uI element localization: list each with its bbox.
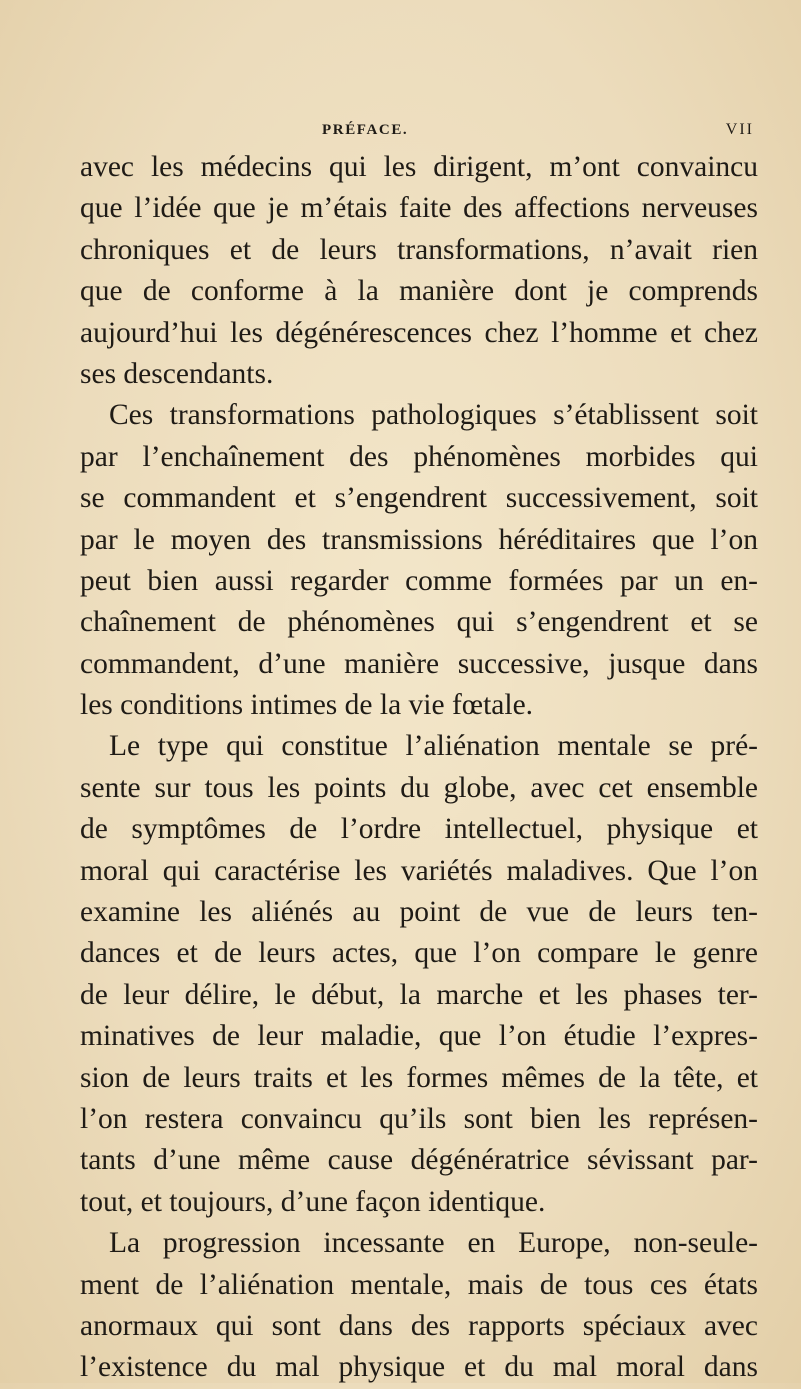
text-line: ment de l’aliénation mentale, mais de tous ces états [80, 1268, 758, 1301]
running-head [322, 120, 754, 140]
text-line: l’existence du mal physique et du mal moral dans [80, 1351, 758, 1384]
text-line: tants d’une même cause dégénératrice sévissant par- [80, 1144, 758, 1177]
text-line: ses descendants. [80, 357, 274, 390]
text-line: que l’idée que je m’étais faite des affections nerveuses [80, 192, 758, 225]
text-line: dances et de leurs actes, que l’on compare le genre [80, 937, 758, 970]
paragraph-start-line: La progression incessante en Europe, non-seule- [109, 1227, 758, 1260]
paragraph-start-line: Ces transformations pathologiques s’établissent soit [109, 399, 758, 432]
text-line: moral qui caractérise les variétés maladives. Que l’on [80, 854, 758, 887]
paragraph-start-line: Le type qui constitue l’aliénation mentale se pré- [109, 730, 758, 763]
text-line: commandent, d’une manière successive, jusque dans [80, 647, 758, 680]
text-line: anormaux qui sont dans des rapports spéciaux avec [80, 1309, 758, 1342]
text-line: par l’enchaînement des phénomènes morbides qui [80, 440, 758, 473]
text-line: sion de leurs traits et les formes mêmes de la tête, et [80, 1061, 758, 1094]
text-line: par le moyen des transmissions héréditaires que l’on [80, 523, 758, 556]
text-line: aujourd’hui les dégénérescences chez l’homme et chez [80, 316, 758, 349]
text-line: minatives de leur maladie, que l’on étudie l’expres- [80, 1020, 758, 1053]
running-title: PRÉFACE. [322, 122, 409, 138]
text-line: se commandent et s’engendrent successivement, soit [80, 482, 758, 515]
text-line: que de conforme à la manière dont je comprends [80, 275, 758, 308]
text-line: de symptômes de l’ordre intellectuel, physique et [80, 813, 758, 846]
text-line: peut bien aussi regarder comme formées par un en- [80, 564, 758, 597]
text-line: de leur délire, le début, la marche et les phases ter- [80, 978, 758, 1011]
text-line: sente sur tous les points du globe, avec cet ensemble [80, 771, 758, 804]
page-number: VII [725, 121, 754, 138]
text-line: chaînement de phénomènes qui s’engendrent et se [80, 606, 758, 639]
body-text [80, 147, 758, 1389]
text-line: chroniques et de leurs transformations, n’avait rien [80, 233, 758, 266]
text-line: tout, et toujours, d’une façon identique. [80, 1185, 546, 1218]
text-line: l’on restera convaincu qu’ils sont bien les représen- [80, 1102, 758, 1135]
text-line: avec les médecins qui les dirigent, m’ont convaincu [80, 151, 758, 183]
text-line: les conditions intimes de la vie fœtale. [80, 689, 534, 722]
text-line: examine les aliénés au point de vue de leurs ten- [80, 896, 758, 929]
